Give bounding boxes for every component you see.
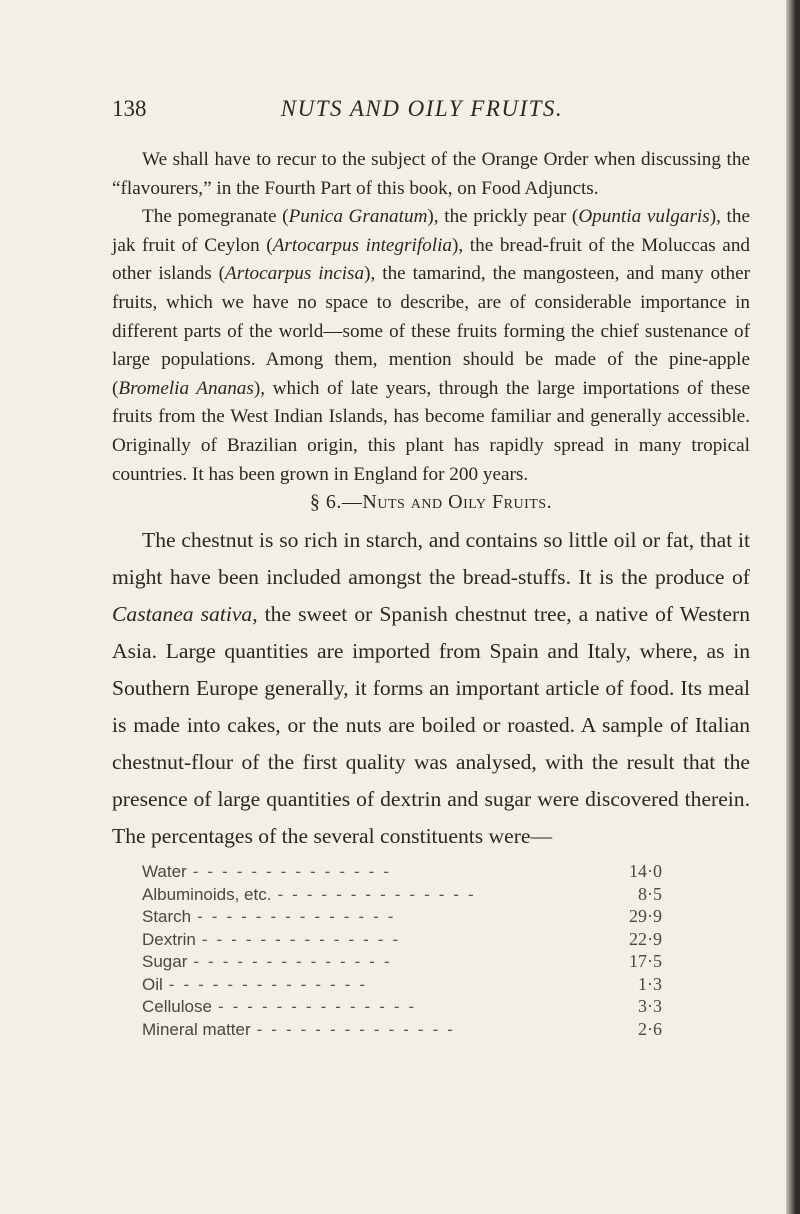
leader-dots: -------------- — [201, 929, 408, 949]
page-header — [112, 96, 732, 126]
leader-dots: -------------- — [193, 952, 399, 972]
section-heading — [112, 491, 750, 514]
text-span: ), the prickly pear ( — [427, 206, 579, 228]
leader-dots: -------------- — [168, 974, 375, 994]
table-row — [142, 974, 662, 997]
row-label: Cellulose — [142, 997, 212, 1017]
text-span: , the sweet or Spanish chestnut tree, a native of Western Asia. Large quantities are imported from Spain and Italy, where, as in Southern Europe generally, it forms an important article of food. Its meal is made into cakes, or the nuts are boiled or roasted. A sample of Italian chestnut-flour of the first quality was analysed, with the result that the presence of large quantities of dextrin and sugar were discovered therein. The percentages of the several constituents were— — [112, 602, 750, 849]
row-value: 22·9 — [629, 928, 662, 949]
section-title: Nuts and Oily Fruits. — [362, 491, 553, 514]
constituents-table — [142, 861, 662, 1041]
row-label: Mineral matter — [142, 1019, 251, 1039]
table-row — [142, 951, 662, 974]
row-value: 29·9 — [629, 906, 662, 927]
row-value: 3·3 — [638, 996, 662, 1017]
page-edge-shadow — [786, 0, 800, 1214]
latin-name: Castanea sativa — [112, 602, 253, 627]
leader-dots: -------------- — [192, 862, 398, 882]
row-label: Albuminoids, etc. — [142, 884, 272, 904]
row-value: 2·6 — [638, 1018, 662, 1039]
paragraph-tropical-fruits — [112, 203, 750, 489]
paragraph-orange-order — [112, 146, 750, 203]
leader-dots: -------------- — [217, 997, 424, 1017]
latin-name: Opuntia vulgaris — [578, 206, 710, 228]
table-row — [142, 884, 662, 907]
row-label: Dextrin — [142, 929, 196, 949]
paragraph-chestnut — [112, 522, 750, 855]
leader-dots: -------------- — [256, 1019, 462, 1039]
running-title: NUTS AND OILY FRUITS. — [280, 96, 564, 121]
table-row — [142, 861, 662, 884]
table-row — [142, 906, 662, 929]
row-value: 17·5 — [629, 951, 662, 972]
row-value: 8·5 — [638, 883, 662, 904]
latin-name: Artocarpus incisa — [225, 263, 365, 285]
text-span: ), the tamarind, the mangosteen, and many other fruits, which we have no space to describe, are of considerable importance in different parts of the world—some of these fruits forming the chief sustenance of large populations. Among them, mention should be made of the pine-apple ( — [112, 263, 750, 399]
row-label: Oil — [142, 974, 163, 994]
row-label: Sugar — [142, 952, 188, 972]
row-label: Water — [142, 862, 187, 882]
latin-name: Punica Granatum — [288, 206, 428, 228]
text-span: ), the bread-fruit of the Moluccas and other islands ( — [112, 234, 751, 285]
leader-dots: -------------- — [197, 907, 403, 927]
page-number: 138 — [112, 96, 147, 121]
row-value: 1·3 — [638, 973, 662, 994]
text-span: ), which of late years, through the large importations of these fruits from the West Indian Islands, has become familiar and generally accessible. Originally of Brazilian origin, this plant has rapidly spread in many tropical countries. It has been grown in England for 200 years. — [112, 377, 750, 485]
section-number: § 6.— — [309, 491, 363, 514]
row-label: Starch — [142, 907, 192, 927]
text-span: ), the jak fruit of Ceylon ( — [112, 206, 750, 256]
text-span: The chestnut is so rich in starch, and contains so little oil or fat, that it might have been included amongst the bread-stuffs. It is the produce of — [112, 528, 750, 590]
leader-dots: -------------- — [277, 884, 483, 904]
latin-name: Bromelia Ananas — [118, 377, 254, 399]
body-text — [112, 146, 750, 1041]
row-value: 14·0 — [629, 861, 662, 882]
table-row — [142, 929, 662, 952]
text-span: The pomegranate ( — [142, 206, 289, 228]
text-span: We shall have to recur to the subject of the Orange Order when discussing the “flavourers,” in the Fourth Part of this book, on Food Adjuncts. — [112, 149, 750, 199]
table-row — [142, 996, 662, 1019]
table-row — [142, 1019, 662, 1042]
latin-name: Artocarpus integrifolia — [272, 234, 452, 256]
